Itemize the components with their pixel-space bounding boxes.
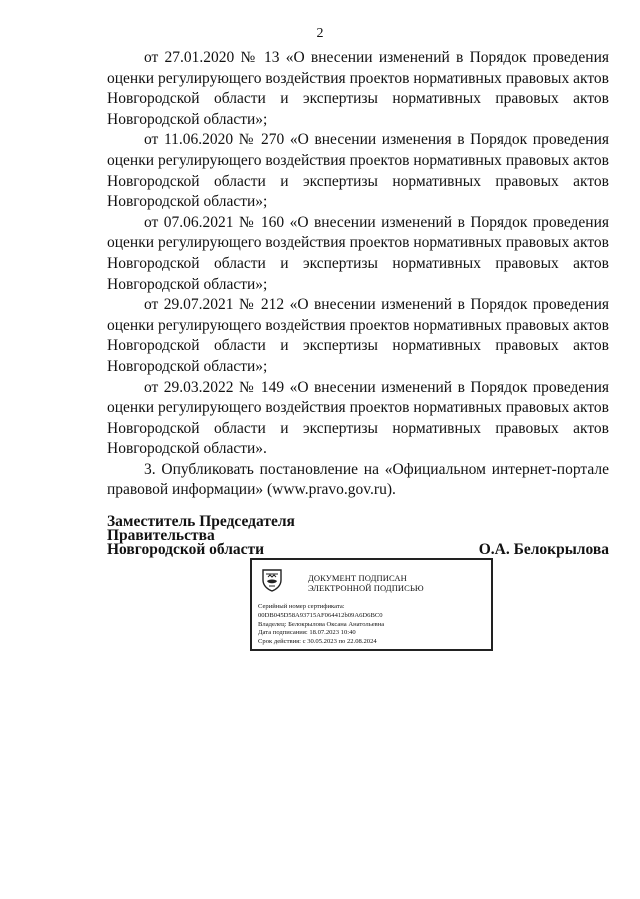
coat-of-arms-icon bbox=[260, 568, 284, 592]
signatory-position-line3: Новгородской области bbox=[107, 541, 265, 558]
certificate-owner: Владелец: Белокрылова Оксана Анатольевна bbox=[258, 620, 385, 628]
signatory-name: О.А. Белокрылова bbox=[478, 541, 609, 558]
paragraph-amendment-2022-149: от 29.03.2022 № 149 «О внесении изменений в Порядок проведения оценки регулирующего воздействия проектов нормативных правовых актов Новгородской области и экспертизы нормативных правовых актов Новгородской области». bbox=[107, 378, 609, 458]
paragraph-amendment-2020-270: от 11.06.2020 № 270 «О внесении изменения в Порядок проведения оценки регулирующего воздействия проектов нормативных правовых актов Новгородской области и экспертизы нормативных правовых актов Новгородской области»; bbox=[107, 131, 609, 211]
paragraph-publish-clause: 3. Опубликовать постановление на «Официальном интернет-портале правовой информации» (www.pravo.gov.ru). bbox=[107, 460, 609, 499]
document-body bbox=[107, 48, 609, 501]
stamp-title-line2: ЭЛЕКТРОННОЙ ПОДПИСЬЮ bbox=[308, 583, 424, 593]
signature-block bbox=[107, 515, 609, 557]
certificate-validity: Срок действия: с 30.05.2023 по 22.08.2024 bbox=[258, 638, 377, 646]
signing-date: Дата подписания: 18.07.2023 10:40 bbox=[258, 629, 356, 637]
paragraph-amendment-2020-13: от 27.01.2020 № 13 «О внесении изменений в Порядок проведения оценки регулирующего воздействия проектов нормативных правовых актов Новгородской области и экспертизы нормативных правовых актов Новгородской области»; bbox=[107, 49, 609, 128]
electronic-signature-stamp bbox=[250, 558, 493, 651]
stamp-title-line1: ДОКУМЕНТ ПОДПИСАН bbox=[308, 573, 407, 583]
paragraph-amendment-2021-160: от 07.06.2021 № 160 «О внесении изменений в Порядок проведения оценки регулирующего воздействия проектов нормативных правовых актов Новгородской области и экспертизы нормативных правовых актов Новгородской области»; bbox=[107, 213, 609, 293]
signatory-position-line1: Заместитель Председателя bbox=[107, 513, 295, 530]
certificate-serial-label: Серийный номер сертификата: bbox=[258, 603, 345, 610]
page-number: 2 bbox=[316, 26, 324, 41]
paragraph-amendment-2021-212: от 29.07.2021 № 212 «О внесении изменений в Порядок проведения оценки регулирующего воздействия проектов нормативных правовых актов Новгородской области и экспертизы нормативных правовых актов Новгородской области»; bbox=[107, 296, 609, 375]
signatory-position-line2: Правительства bbox=[107, 527, 215, 544]
certificate-serial-value: 00DB045D58A93715AF064412b09A6D6BC0 bbox=[258, 611, 383, 619]
